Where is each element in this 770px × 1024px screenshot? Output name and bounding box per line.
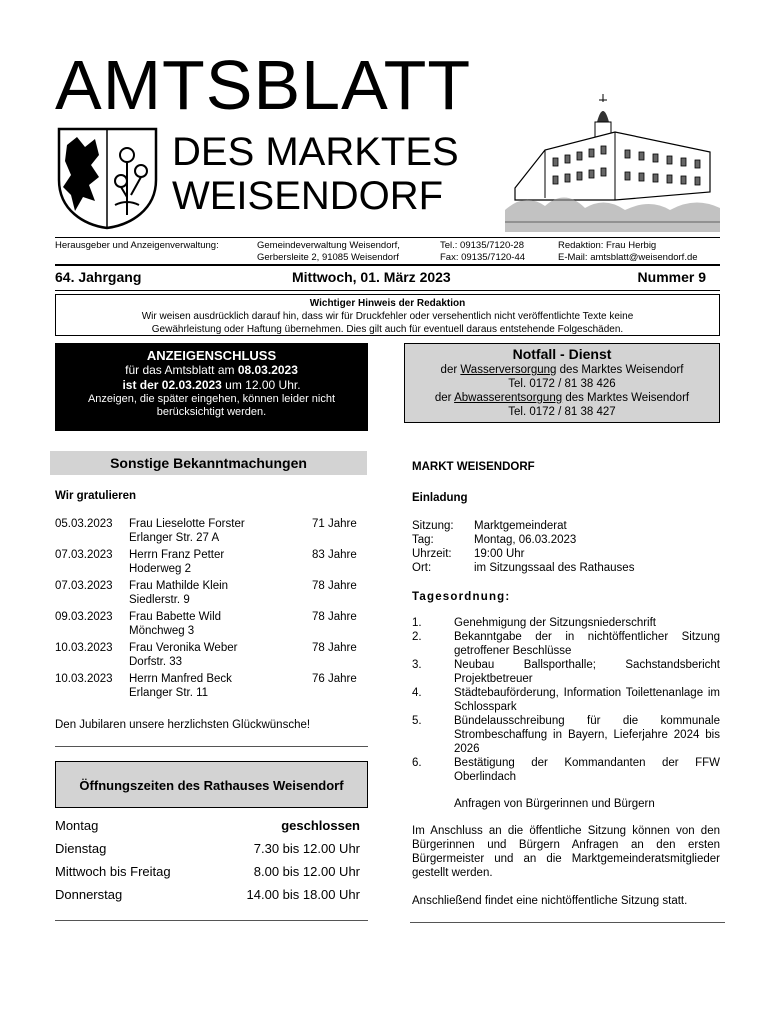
birthday-age: 78 Jahre	[312, 611, 357, 623]
notice-line-1: Wir weisen ausdrücklich darauf hin, dass wir für Druckfehler oder versehentlich nicht veröffentlichte Texte keine	[141, 311, 634, 322]
birthday-street: Hoderweg 2	[129, 563, 192, 575]
agenda-item-text: Städtebauförderung, Information Toilettenanlage im Schlosspark	[454, 687, 720, 713]
deadline-time: um 12.00 Uhr.	[221, 378, 301, 392]
opening-hours-row	[55, 864, 360, 880]
birthday-age: 78 Jahre	[312, 642, 357, 654]
agenda-item-number: 2.	[412, 631, 422, 643]
birthday-age: 71 Jahre	[312, 518, 357, 530]
agenda-item-text: Neubau Ballsporthalle; Sachstandsbericht Projektbetreuer	[454, 659, 720, 685]
agenda-item-text: Bündelausschreibung für die kommunale Strombeschaffung in Bayern, Lieferjahre 2024 bis 2026	[454, 715, 720, 755]
birthday-heading: Wir gratulieren	[55, 490, 137, 502]
notfall-title: Notfall - Dienst	[512, 346, 612, 362]
publisher-tel: Tel.: 09135/7120-28	[440, 240, 524, 251]
publisher-address-2: Gerbersleite 2, 91085 Weisendorf	[257, 252, 399, 263]
deadline-title: ANZEIGENSCHLUSS	[146, 348, 277, 363]
notfall-sewage-suffix: des Marktes Weisendorf	[562, 392, 690, 404]
birthday-street: Dorfstr. 33	[129, 656, 183, 668]
birthday-name: Herrn Manfred Beck	[129, 673, 232, 685]
divider	[55, 237, 720, 238]
birthday-street: Erlanger Str. 27 A	[129, 532, 220, 544]
publisher-editor: Redaktion: Frau Herbig	[558, 240, 657, 251]
birthday-name: Frau Lieselotte Forster	[129, 518, 245, 530]
agenda-item	[412, 658, 720, 686]
deadline-line-1: für das Amtsblatt am	[125, 363, 238, 377]
einladung-heading: Einladung	[412, 492, 468, 504]
agenda-heading: Tagesordnung:	[412, 591, 511, 603]
opening-time: 14.00 bis 18.00 Uhr	[246, 887, 360, 902]
notfall-water-prefix: der	[440, 364, 461, 376]
birthday-date: 05.03.2023	[55, 518, 113, 530]
publisher-address-1: Gemeindeverwaltung Weisendorf,	[257, 240, 400, 251]
publisher-email: E-Mail: amtsblatt@weisendorf.de	[558, 252, 698, 263]
meeting-detail-value: 19:00 Uhr	[474, 548, 525, 560]
birthday-name: Herrn Franz Petter	[129, 549, 225, 561]
birthday-street: Erlanger Str. 11	[129, 687, 209, 699]
opening-hours-row	[55, 841, 360, 857]
publisher-fax: Fax: 09135/7120-44	[440, 252, 526, 263]
opening-day: Montag	[55, 818, 99, 833]
birthday-date: 10.03.2023	[55, 642, 113, 654]
agenda-item-number: 4.	[412, 687, 422, 699]
issue-year: 64. Jahrgang	[55, 269, 142, 285]
opening-time: 7.30 bis 12.00 Uhr	[253, 841, 360, 856]
divider	[55, 290, 720, 291]
deadline-note-2: berücksichtigt werden.	[156, 406, 267, 418]
meeting-detail-label: Uhrzeit:	[412, 548, 452, 560]
agenda-item	[412, 756, 720, 784]
meeting-detail-label: Ort:	[412, 562, 432, 574]
issue-number: Nummer 9	[637, 269, 706, 285]
birthday-age: 83 Jahre	[312, 549, 357, 561]
agenda-item-number: 1.	[412, 617, 422, 629]
meeting-detail-value: Marktgemeinderat	[474, 520, 567, 532]
notfall-water-suffix: des Marktes Weisendorf	[556, 364, 684, 376]
meeting-detail-value: Montag, 06.03.2023	[474, 534, 577, 546]
birthday-name: Frau Veronika Weber	[129, 642, 238, 654]
markt-paragraph-1: Im Anschluss an die öffentliche Sitzung können von den Bürgerinnen und Bürgern Anfragen an den ersten Bürgermeister und an die Marktgemeinderatsmitglieder gestellt werden.	[412, 825, 720, 879]
markt-heading: MARKT WEISENDORF	[412, 461, 535, 473]
divider	[55, 746, 368, 747]
opening-hours-row	[55, 818, 360, 834]
birthday-name: Frau Mathilde Klein	[129, 580, 229, 592]
agenda-item-text: Genehmigung der Sitzungsniederschrift	[454, 617, 657, 629]
birthday-street: Siedlerstr. 9	[129, 594, 190, 606]
agenda-item-number: 3.	[412, 659, 422, 671]
birthday-age: 78 Jahre	[312, 580, 357, 592]
emergency-service-box	[404, 343, 720, 423]
notice-line-2: Gewährleistung oder Haftung übernehmen. Dies gilt auch für eventuell daraus entstehende Folgeschäden.	[151, 324, 624, 335]
agenda-questions: Anfragen von Bürgerinnen und Bürgern	[454, 798, 655, 810]
masthead-line-2: WEISENDORF	[172, 174, 444, 218]
editorial-notice	[55, 294, 720, 336]
opening-day: Donnerstag	[55, 887, 123, 902]
notfall-sewage-label: Abwasserentsorgung	[454, 392, 563, 404]
markt-paragraph-2: Anschließend findet eine nichtöffentliche Sitzung statt.	[412, 895, 688, 907]
opening-day: Mittwoch bis Freitag	[55, 864, 171, 879]
birthday-closing: Den Jubilaren unsere herzlichsten Glückwünsche!	[55, 719, 311, 731]
opening-hours-row	[55, 887, 360, 903]
meeting-detail-label: Sitzung:	[412, 520, 454, 532]
coat-of-arms-icon	[55, 125, 160, 230]
notfall-sewage-prefix: der	[434, 392, 455, 404]
agenda-item	[412, 714, 720, 756]
agenda-item	[412, 630, 720, 658]
masthead-line-1: DES MARKTES	[172, 130, 459, 174]
agenda-item	[412, 616, 720, 630]
notfall-water-tel: Tel. 0172 / 81 38 426	[508, 378, 616, 390]
divider	[55, 264, 720, 266]
masthead-title: AMTSBLATT	[55, 46, 472, 124]
deadline-cutoff: ist der 02.03.2023	[122, 378, 222, 392]
notfall-sewage-tel: Tel. 0172 / 81 38 427	[508, 406, 616, 418]
publisher-label: Herausgeber und Anzeigenverwaltung:	[55, 240, 219, 251]
agenda-item-number: 5.	[412, 715, 422, 727]
opening-time: geschlossen	[281, 818, 360, 833]
issue-row	[55, 269, 720, 287]
divider	[410, 922, 725, 923]
birthday-date: 07.03.2023	[55, 580, 113, 592]
notfall-water-label: Wasserversorgung	[460, 364, 557, 376]
opening-time: 8.00 bis 12.00 Uhr	[253, 864, 360, 879]
castle-illustration-icon	[505, 92, 720, 232]
birthday-name: Frau Babette Wild	[129, 611, 222, 623]
birthday-age: 76 Jahre	[312, 673, 357, 685]
deadline-note-1: Anzeigen, die später eingehen, können leider nicht	[87, 393, 336, 405]
birthday-date: 09.03.2023	[55, 611, 113, 623]
deadline-date: 08.03.2023	[237, 363, 298, 377]
section-heading-sonstige: Sonstige Bekanntmachungen	[50, 451, 367, 475]
agenda-item	[412, 686, 720, 714]
birthday-street: Mönchweg 3	[129, 625, 195, 637]
agenda-item-text: Bestätigung der Kommandanten der FFW Oberlindach	[454, 757, 720, 783]
birthday-date: 07.03.2023	[55, 549, 113, 561]
notice-title: Wichtiger Hinweis der Redaktion	[309, 298, 466, 309]
meeting-detail-value: im Sitzungssaal des Rathauses	[474, 562, 635, 574]
opening-day: Dienstag	[55, 841, 107, 856]
agenda-item-text: Bekanntgabe der in nichtöffentlicher Sitzung getroffener Beschlüsse	[454, 631, 720, 657]
agenda-item-number: 6.	[412, 757, 422, 769]
divider	[55, 920, 368, 921]
ad-deadline-box	[55, 343, 368, 431]
section-heading-oeffnungszeiten: Öffnungszeiten des Rathauses Weisendorf	[55, 761, 368, 808]
issue-date: Mittwoch, 01. März 2023	[292, 269, 451, 285]
meeting-detail-label: Tag:	[412, 534, 434, 546]
birthday-date: 10.03.2023	[55, 673, 113, 685]
